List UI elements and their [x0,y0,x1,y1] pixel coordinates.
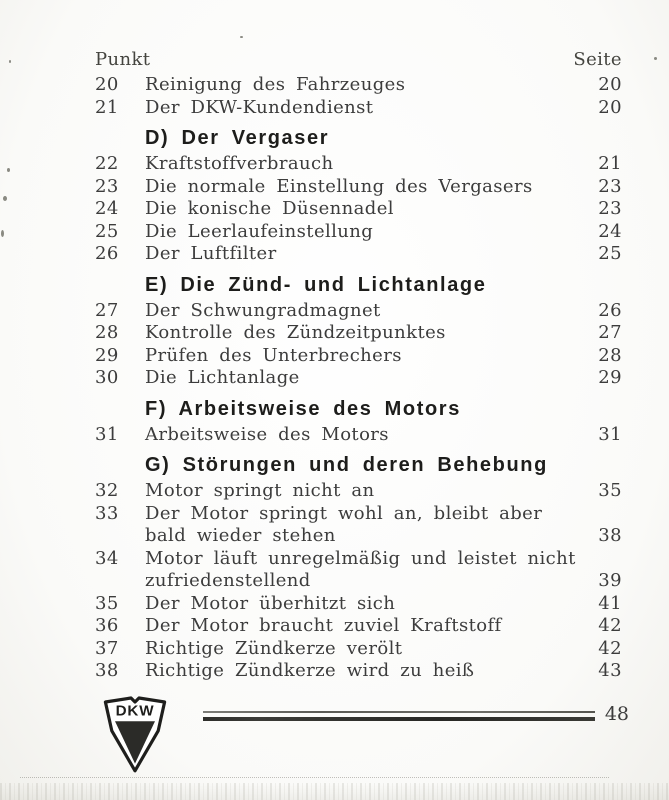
toc-entry-row [95,548,622,593]
toc-entry-row [95,503,622,548]
entry-number: 37 [95,637,119,659]
entry-number: 23 [95,175,119,197]
footer-rule-thin [203,711,595,713]
entry-title: Kontrolle des Zündzeitpunktes [145,322,446,343]
toc-entry-row [95,638,622,661]
toc-entry-row [95,322,622,345]
toc-entry-row [95,97,622,120]
scan-speck [7,168,10,172]
entry-page: 39 [598,570,622,591]
toc-entry-row [95,424,622,447]
entry-title: Der Motor springt wohl an, bleibt aber bald wieder stehen [145,502,543,546]
toc-entry-row [95,243,622,266]
entry-title: Prüfen des Unterbrechers [145,344,402,366]
entry-number: 35 [95,592,119,614]
toc-entry-row [95,593,622,616]
scan-streak [20,777,609,778]
toc-entry-row [95,345,622,368]
entry-page: 24 [598,220,622,242]
footer-rule [203,711,595,721]
toc-entry-row [95,74,622,97]
entry-page: 42 [598,637,622,659]
column-header [95,48,622,72]
scan-speck [9,60,11,63]
entry-number: 34 [95,547,119,569]
scan-speck [1,230,4,237]
section-heading: D) Der Vergaser [145,127,330,149]
entry-title: Motor läuft unregelmäßig und leistet nicht zufriedenstellend [145,547,576,591]
entry-number: 30 [95,367,119,388]
section-heading: F) Arbeitsweise des Motors [145,397,461,420]
entry-number: 24 [95,198,119,219]
scan-speck [654,57,657,60]
entry-title: Der Schwungradmagnet [145,299,381,321]
entry-title: Der Luftfilter [145,243,277,264]
section-heading: E) Die Zünd- und Lichtanlage [145,273,487,296]
entry-page: 38 [598,525,622,546]
entry-page: 43 [598,660,622,681]
entry-number: 36 [95,615,119,636]
entry-title: Reinigung des Fahrzeuges [145,74,406,95]
toc-content [0,48,669,683]
seite-column-label: Seite [573,49,622,70]
entry-page: 23 [598,175,622,197]
footer-page-number: 48 [604,703,629,725]
entry-number: 20 [95,74,119,95]
entry-number: 22 [95,153,119,174]
toc-entry-row [95,660,622,683]
toc-entry-row [95,615,622,638]
entry-page: 28 [598,344,622,366]
entry-page: 42 [598,615,622,636]
scan-speck [3,196,7,201]
entry-number: 31 [95,423,119,445]
entry-number: 26 [95,243,119,264]
entry-number: 27 [95,299,119,321]
section-heading: G) Störungen und deren Behebung [145,454,548,476]
entry-number: 29 [95,344,119,366]
entry-title: Der Motor überhitzt sich [145,592,396,614]
page-footer [95,693,629,775]
toc-entry-row [95,176,622,199]
entry-title: Der Motor braucht zuviel Kraftstoff [145,615,502,636]
toc [95,74,622,683]
entry-title: Die Lichtanlage [145,367,300,388]
entry-title: Arbeitsweise des Motors [145,423,389,445]
footer-rule-thick [203,717,595,721]
entry-number: 38 [95,660,119,681]
entry-title: Die Leerlaufeinstellung [145,220,374,242]
entry-page: 35 [598,480,622,501]
toc-entry-row [95,153,622,176]
toc-entry-row [95,480,622,503]
scan-speck [240,36,243,38]
scan-edge-shadow [0,783,669,800]
dkw-logo [95,693,175,775]
dkw-logo-text: DKW [115,702,155,720]
entry-page: 29 [598,367,622,388]
entry-page: 31 [598,423,622,445]
entry-title: Kraftstoffverbrauch [145,153,334,174]
entry-page: 25 [598,243,622,264]
entry-number: 21 [95,96,119,118]
entry-page: 41 [598,592,622,614]
entry-title: Motor springt nicht an [145,480,375,501]
entry-page: 20 [598,74,622,95]
entry-title: Der DKW-Kundendienst [145,96,374,118]
entry-title: Die normale Einstellung des Vergasers [145,175,533,197]
entry-page: 21 [598,153,622,174]
entry-number: 25 [95,220,119,242]
entry-title: Richtige Zündkerze wird zu heiß [145,660,475,681]
entry-page: 27 [598,322,622,343]
entry-page: 20 [598,96,622,118]
toc-entry-row [95,367,622,390]
toc-entry-row [95,221,622,244]
entry-page: 26 [598,299,622,321]
toc-entry-row [95,198,622,221]
entry-page: 23 [598,198,622,219]
entry-number: 32 [95,480,119,501]
entry-number: 33 [95,502,119,524]
entry-title: Richtige Zündkerze verölt [145,637,403,659]
entry-number: 28 [95,322,119,343]
toc-entry-row [95,300,622,323]
punkt-column-label: Punkt [95,49,151,70]
entry-title: Die konische Düsennadel [145,198,394,219]
